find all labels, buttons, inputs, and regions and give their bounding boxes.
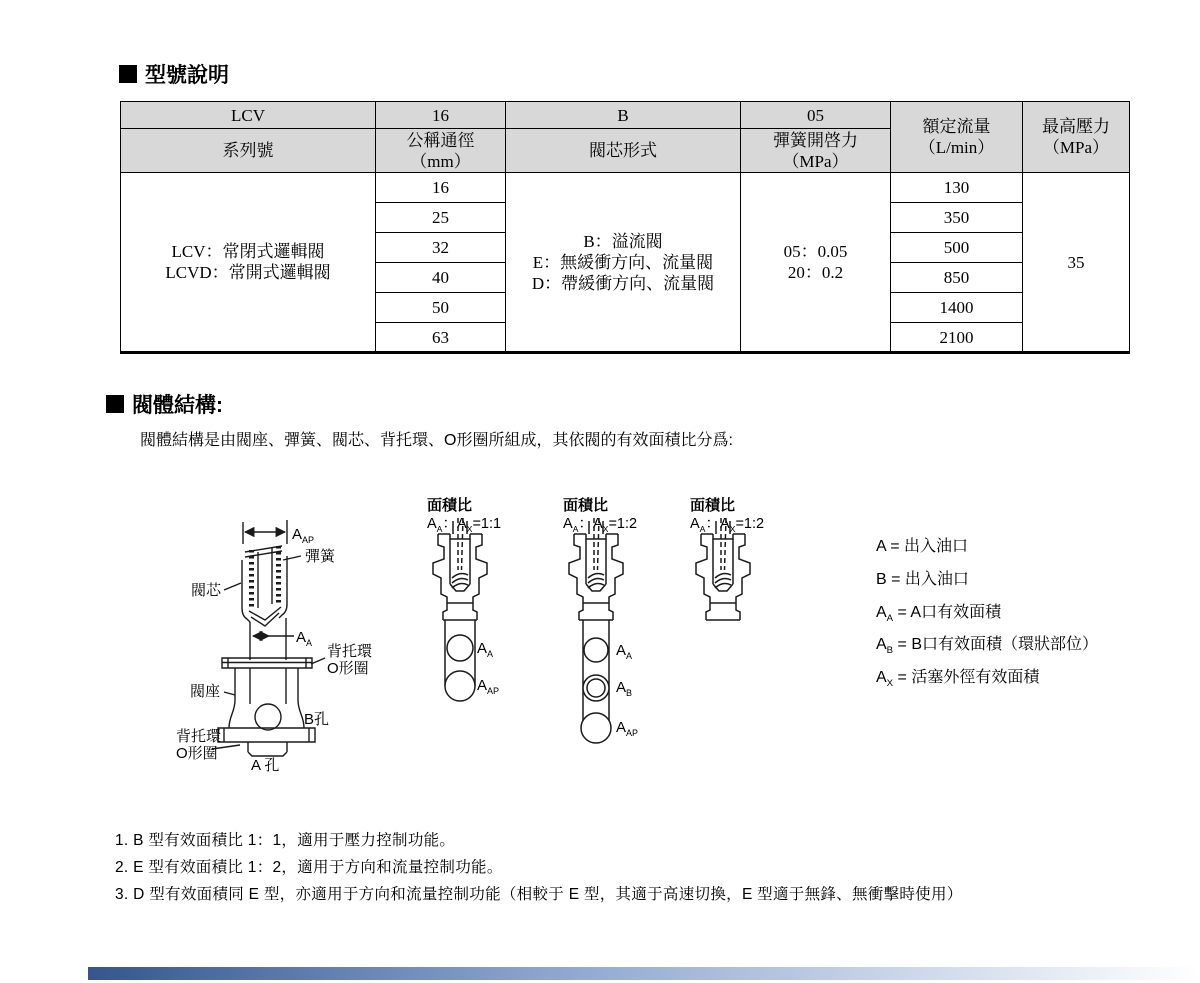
legend-item-ab: $A_B = B$口有效面積（環狀部位） [876, 636, 1098, 657]
cell-size-63: 63 [376, 323, 506, 353]
series-line-2: LCVD：常開式邏輯閥 [165, 263, 331, 282]
spring-label-line2: （MPa） [782, 151, 849, 171]
note-2: 2. E 型有效面積比 1：2，適用于方向和流量控制功能。 [115, 859, 503, 876]
cell-size-16: 16 [376, 173, 506, 203]
flow-header-line2: （L/min） [918, 138, 995, 157]
cell-code-spring: 05 [741, 102, 891, 129]
spool-line-3: D：帶緩衝方向、流量閥 [531, 273, 715, 293]
cell-size-label [376, 129, 506, 173]
label-oring-right: O形圈 [327, 660, 369, 677]
cell-series-values [121, 173, 376, 353]
section1-title [119, 59, 229, 89]
area1-ratio: $A_A$：$A_X=1:1$ [427, 516, 502, 534]
cell-code-series: LCV [121, 102, 376, 129]
cell-size-25: 25 [376, 203, 506, 233]
size-label-line2: （mm） [410, 151, 471, 171]
area3-title: 面積比 [690, 497, 736, 514]
square-bullet-icon [119, 65, 137, 83]
cell-size-32: 32 [376, 233, 506, 263]
note-3: 3. D 型有效面積同 E 型，亦適用于方向和流量控制功能（相較于 E 型，其適于高速切換，E 型適于無鋒、無衝擊時使用） [115, 886, 963, 903]
label-seat: 閥座 [190, 683, 221, 700]
section1-title-text: 型號說明 [145, 64, 229, 87]
label-spring: 彈簧 [305, 548, 336, 565]
cell-flow-header [891, 102, 1023, 173]
legend-item-aa: $A_A = A$口有效面積 [876, 604, 1002, 625]
cell-spring-label [741, 129, 891, 173]
spring-line-2: 20：0.2 [787, 263, 844, 282]
area2-title: 面積比 [563, 497, 609, 514]
cell-flow-500: 500 [891, 233, 1023, 263]
note-1: 1. B 型有效面積比 1：1，適用于壓力控制功能。 [115, 832, 456, 849]
cell-series-label: 系列號 [121, 129, 376, 173]
label-oring-bottom: O形圈 [176, 745, 218, 762]
label-hole-a: A 孔 [251, 757, 280, 774]
cell-flow-350: 350 [891, 203, 1023, 233]
section2-title-text: 閥體結構: [132, 394, 223, 417]
cell-size-40: 40 [376, 263, 506, 293]
area2-diagram [561, 518, 631, 748]
area2-ratio: $A_A$：$A_X=1:2$ [563, 516, 638, 534]
cell-flow-130: 130 [891, 173, 1023, 203]
spring-label-line1: 彈簧開啓力 [773, 130, 858, 150]
legend-item-a: A = 出入油口 [876, 538, 969, 555]
label-spool: 閥芯 [191, 582, 222, 599]
section2-title [106, 389, 223, 419]
cell-flow-2100: 2100 [891, 323, 1023, 353]
label-hole-b: B孔 [304, 711, 330, 728]
cell-code-spool: B [506, 102, 741, 129]
area2-label-aap: $A_{AP}$ [616, 719, 639, 738]
area2-label-aa: $A_A$ [616, 642, 633, 661]
area1-title: 面積比 [427, 497, 473, 514]
label-aap: $A_{AP}$ [292, 526, 315, 545]
table-body-row [121, 173, 1130, 203]
footer-bar [88, 967, 1200, 980]
area2-label-ab: $A_B$ [616, 679, 633, 698]
spring-line-1: 05：0.05 [783, 242, 848, 261]
pressure-header-line1: 最高壓力 [1042, 117, 1110, 136]
cell-spring-values [741, 173, 891, 353]
cell-flow-1400: 1400 [891, 293, 1023, 323]
series-line-1: LCV：常閉式邏輯閥 [171, 242, 325, 261]
label-backring-right: 背托環 [327, 643, 373, 660]
label-aa: $A_A$ [296, 629, 313, 648]
square-bullet-icon [106, 395, 124, 413]
cell-spool-values [506, 173, 741, 353]
legend-item-ax: $A_X$ = 活塞外徑有效面積 [876, 669, 1040, 690]
size-label-line1: 公稱通徑 [406, 130, 475, 150]
structure-description: 閥體結構是由閥座、彈簧、閥芯、背托環、O形圈所組成，其依閥的有效面積比分爲: [140, 432, 733, 449]
area1-label-aa: $A_A$ [477, 640, 494, 659]
flow-header-line1: 額定流量 [922, 117, 991, 136]
legend-item-b: B = 出入油口 [876, 571, 969, 588]
model-table [120, 101, 1130, 354]
area1-label-aap: $A_{AP}$ [477, 677, 500, 696]
cell-flow-850: 850 [891, 263, 1023, 293]
pressure-header-line2: （MPa） [1042, 138, 1110, 157]
spool-line-2: E：無緩衝方向、流量閥 [532, 252, 714, 272]
area3-diagram [688, 518, 758, 622]
cell-code-size: 16 [376, 102, 506, 129]
label-backring-bottom: 背托環 [176, 728, 222, 745]
cell-size-50: 50 [376, 293, 506, 323]
table-header-row-1 [121, 102, 1130, 129]
cell-spool-label: 閥芯形式 [506, 129, 741, 173]
spool-line-1: B：溢流閥 [583, 231, 663, 251]
area3-ratio: $A_A$：$A_X=1:2$ [690, 516, 765, 534]
cell-max-pressure: 35 [1023, 173, 1130, 353]
cell-pressure-header [1023, 102, 1130, 173]
